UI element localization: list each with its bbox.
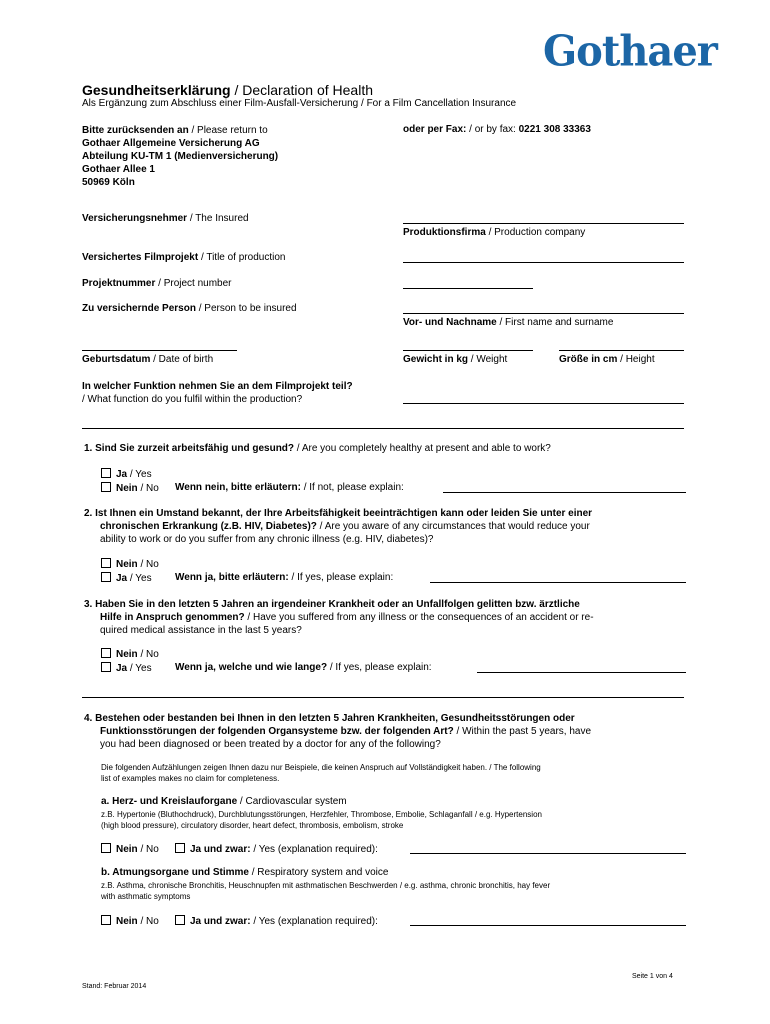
q3-yes-option[interactable]: Ja / Yes (101, 662, 152, 674)
checkbox[interactable] (101, 662, 111, 672)
fax-info (403, 124, 591, 135)
section-b-heading: b. Atmungsorgane und Stimme / Respiratory system and voice (101, 867, 389, 878)
q1-explain-label: Wenn nein, bitte erläutern: / If not, please explain: (175, 482, 404, 493)
q3-no-option[interactable]: Nein / No (101, 648, 159, 660)
fax-number: 0221 308 33363 (518, 124, 591, 135)
checkbox[interactable] (175, 843, 185, 853)
address-line: Gothaer Allgemeine Versicherung AG (82, 138, 260, 149)
q3-explain-field[interactable] (477, 672, 686, 673)
section-a-yes-option[interactable]: Ja und zwar: / Yes (explanation required): (175, 843, 378, 855)
section-a-explain-field[interactable] (410, 853, 686, 854)
weight-field[interactable] (403, 350, 533, 351)
title-en: / Declaration of Health (230, 82, 373, 98)
production-company-label: Produktionsfirma / Production company (403, 227, 586, 238)
q3-explain-field-2[interactable] (82, 697, 684, 698)
address-line: Abteilung KU-TM 1 (Medienversicherung) (82, 151, 279, 162)
document-date: Stand: Februar 2014 (82, 983, 147, 990)
dob-field[interactable] (82, 350, 237, 351)
page-subtitle: Als Ergänzung zum Abschluss einer Film-Ausfall-Versicherung / For a Film Cancellation Insurance (82, 98, 517, 109)
question-2: 2. Ist Ihnen ein Umstand bekannt, der Ihre Arbeitsfähigkeit beeinträchtigen kann oder leiden Sie unter einer chronischen Erkrankung (z.B. HIV, Diabetes)? / Are you aware of any circumstances that would reduce your ability to work or do you suffer from any chronic illness (e.g. HIV, diabetes)? (84, 508, 593, 545)
project-number-field[interactable] (403, 288, 533, 289)
height-field[interactable] (559, 350, 684, 351)
question-3: 3. Haben Sie in den letzten 5 Jahren an irgendeiner Krankheit oder an Unfallfolgen gelitten bzw. ärztliche Hilfe in Anspruch genommen? / Have you suffered from any illness or the consequences of an accident or re- quired medical assistance in the last 5 years? (84, 599, 594, 636)
section-a-examples: z.B. Hypertonie (Bluthochdruck), Durchblutungsstörungen, Herzfehler, Thrombose, Embolie, Schlaganfall / e.g. Hypertension (high blood pressure), circulatory disorder, heart defect, thrombosis, embolism, stroke (101, 810, 542, 830)
name-field[interactable] (403, 313, 684, 314)
section-a-no-option[interactable]: Nein / No (101, 843, 159, 855)
function-field-2[interactable] (82, 428, 684, 429)
page-number: Seite 1 von 4 (632, 973, 673, 980)
film-project-label: Versichertes Filmprojekt / Title of production (82, 252, 286, 263)
weight-label: Gewicht in kg / Weight (403, 354, 508, 365)
return-address (82, 124, 278, 189)
checkbox[interactable] (101, 572, 111, 582)
film-project-field[interactable] (403, 262, 684, 263)
address-line: Gothaer Allee 1 (82, 164, 155, 175)
fax-label-de: oder per Fax: (403, 124, 467, 135)
page-title (82, 82, 373, 98)
checkbox[interactable] (175, 915, 185, 925)
title-de: Gesundheitserklärung (82, 82, 231, 98)
height-label: Größe in cm / Height (559, 354, 655, 365)
checkbox[interactable] (101, 843, 111, 853)
checkbox[interactable] (101, 468, 111, 478)
return-label-de: Bitte zurücksenden an (82, 125, 189, 136)
q1-no-option[interactable]: Nein / No (101, 482, 159, 494)
section-b-explain-field[interactable] (410, 925, 686, 926)
question-1: 1. Sind Sie zurzeit arbeitsfähig und gesund? / Are you completely healthy at present and able to work? (84, 443, 551, 454)
checkbox[interactable] (101, 558, 111, 568)
name-label: Vor- und Nachname / First name and surname (403, 317, 614, 328)
checkbox[interactable] (101, 648, 111, 658)
project-number-label: Projektnummer / Project number (82, 278, 232, 289)
checkbox[interactable] (101, 915, 111, 925)
q2-no-option[interactable]: Nein / No (101, 558, 159, 570)
fax-label-en: / or by fax: (466, 124, 519, 135)
person-label: Zu versichernde Person / Person to be insured (82, 303, 297, 314)
gothaer-logo: Gothaer (543, 26, 717, 77)
q4-note: Die folgenden Aufzählungen zeigen Ihnen dazu nur Beispiele, die keinen Anspruch auf Vollständigkeit haben. / The following list of examples makes no claim for completeness. (101, 763, 541, 783)
question-4: 4. Bestehen oder bestanden bei Ihnen in den letzten 5 Jahren Krankheiten, Gesundheitsstörungen oder Funktionsstörungen der folgenden Organsysteme bzw. der folgenden Art? / Within the past 5 years, have you had been diagnosed or been treated by a doctor for any of the following? (84, 713, 592, 750)
section-a-heading: a. Herz- und Kreislauforgane / Cardiovascular system (101, 796, 347, 807)
function-field[interactable] (403, 403, 684, 404)
insured-label: Versicherungsnehmer / The Insured (82, 213, 249, 224)
address-line: 50969 Köln (82, 177, 135, 188)
q2-yes-option[interactable]: Ja / Yes (101, 572, 152, 584)
section-b-yes-option[interactable]: Ja und zwar: / Yes (explanation required): (175, 915, 378, 927)
production-company-field[interactable] (403, 223, 684, 224)
section-b-examples: z.B. Asthma, chronische Bronchitis, Heuschnupfen mit asthmatischen Beschwerden / e.g. asthma, chronic bronchitis, hay fever with asthmatic symptoms (101, 881, 551, 901)
function-label: In welcher Funktion nehmen Sie an dem Filmprojekt teil? / What function do you fulfil within the production? (82, 381, 353, 405)
checkbox[interactable] (101, 482, 111, 492)
return-label-en: / Please return to (188, 125, 268, 136)
q3-explain-label: Wenn ja, welche und wie lange? / If yes, please explain: (175, 662, 432, 673)
section-b-no-option[interactable]: Nein / No (101, 915, 159, 927)
dob-label: Geburtsdatum / Date of birth (82, 354, 214, 365)
q1-yes-option[interactable]: Ja / Yes (101, 468, 152, 480)
q1-explain-field[interactable] (443, 492, 686, 493)
q2-explain-field[interactable] (430, 582, 686, 583)
q2-explain-label: Wenn ja, bitte erläutern: / If yes, please explain: (175, 572, 394, 583)
